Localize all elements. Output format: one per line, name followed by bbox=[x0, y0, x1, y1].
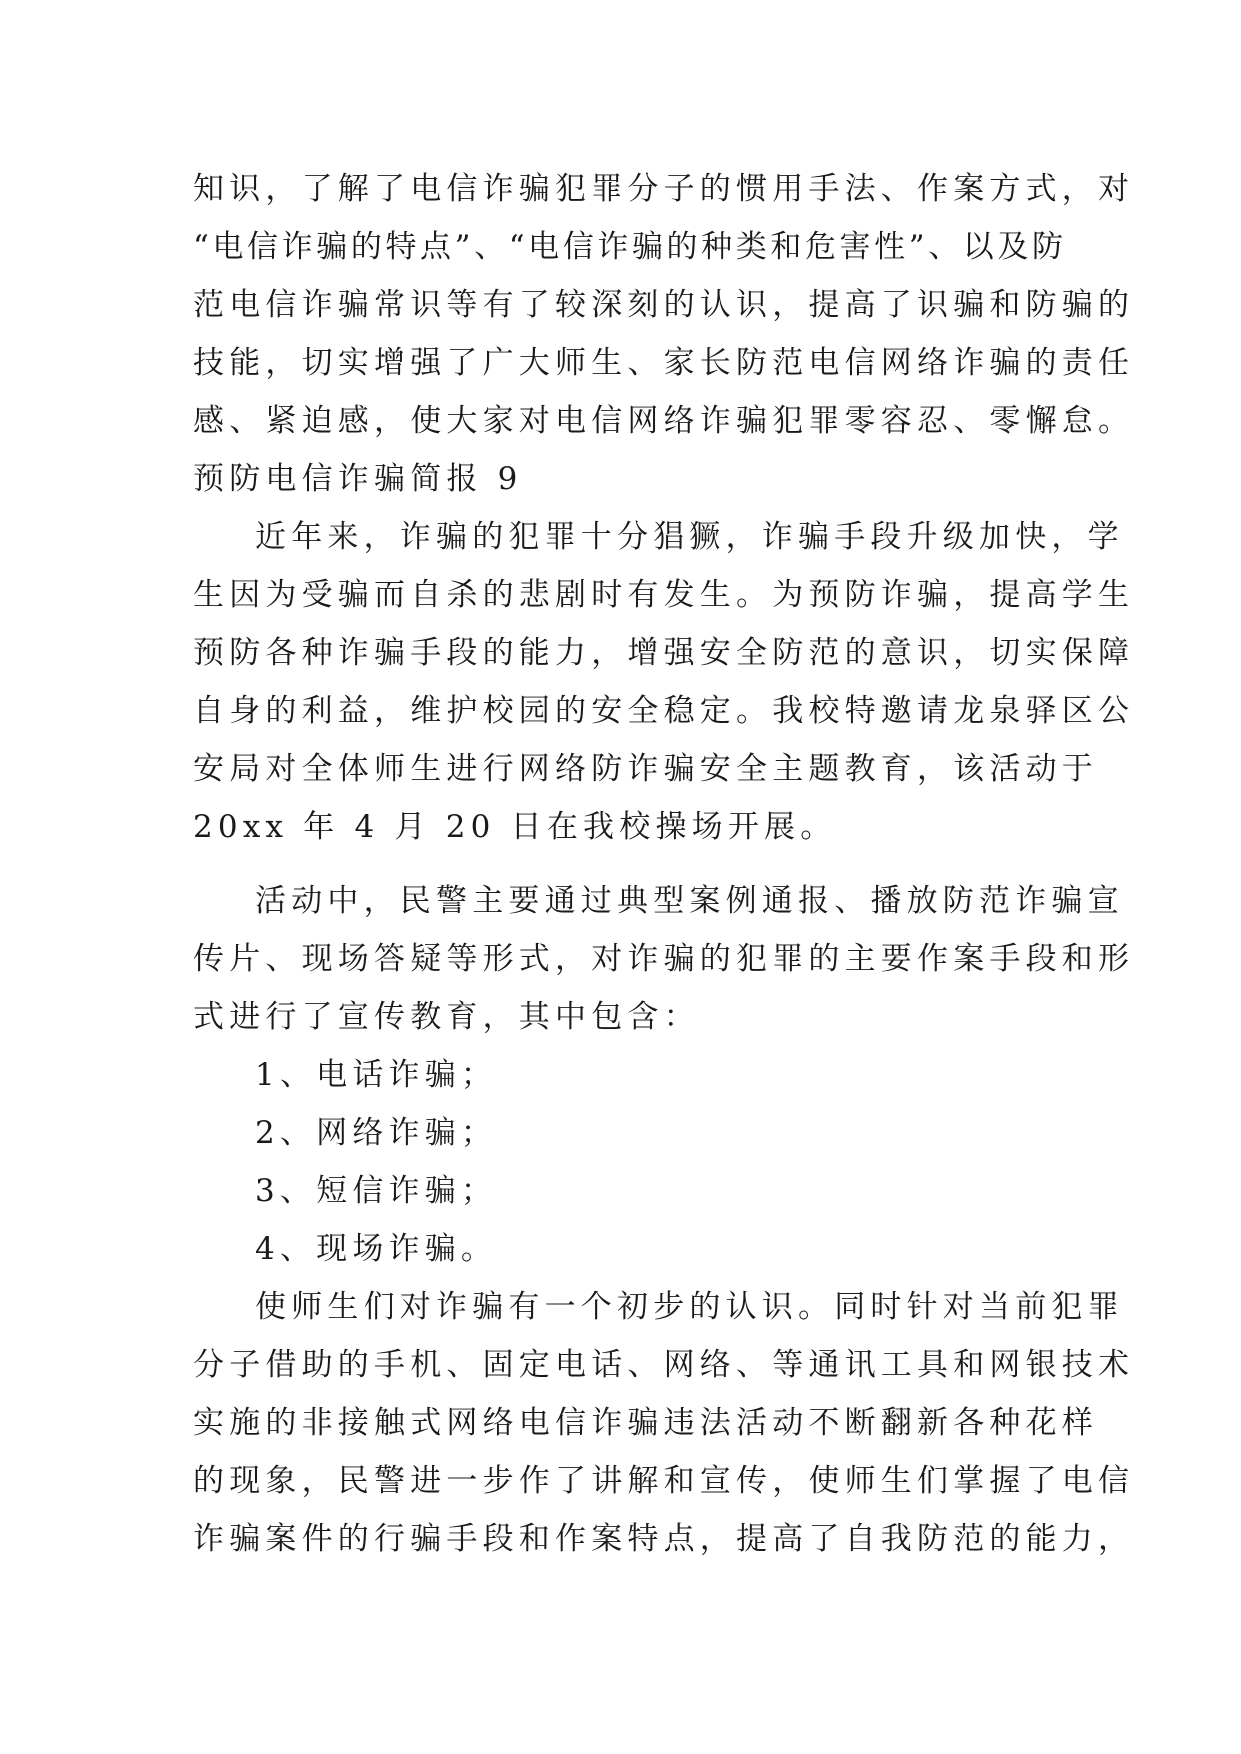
text-line: 预防各种诈骗手段的能力，增强安全防范的意识，切实保障 bbox=[193, 635, 1135, 671]
text-line: 范电信诈骗常识等有了较深刻的认识，提高了识骗和防骗的 bbox=[193, 287, 1135, 323]
text-line: “电信诈骗的特点”、“电信诈骗的种类和危害性”、以及防 bbox=[193, 229, 1067, 265]
list-item: 3、短信诈骗； bbox=[255, 1173, 498, 1209]
text-line: 感、紧迫感，使大家对电信网络诈骗犯罪零容忍、零懈怠。 bbox=[193, 403, 1135, 439]
text-line: 传片、现场答疑等形式，对诈骗的犯罪的主要作案手段和形 bbox=[193, 941, 1135, 977]
text-line: 分子借助的手机、固定电话、网络、等通讯工具和网银技术 bbox=[193, 1347, 1135, 1383]
text-line: 实施的非接触式网络电信诈骗违法活动不断翻新各种花样 bbox=[193, 1405, 1098, 1441]
text-line: 生因为受骗而自杀的悲剧时有发生。为预防诈骗，提高学生 bbox=[193, 577, 1135, 613]
text-line: 技能，切实增强了广大师生、家长防范电信网络诈骗的责任 bbox=[193, 345, 1135, 381]
text-line: 活动中，民警主要通过典型案例通报、播放防范诈骗宣 bbox=[255, 883, 1124, 919]
text-line: 知识，了解了电信诈骗犯罪分子的惯用手法、作案方式，对 bbox=[193, 171, 1135, 207]
text-line: 近年来，诈骗的犯罪十分猖獗，诈骗手段升级加快，学 bbox=[255, 519, 1124, 555]
text-line: 式进行了宣传教育，其中包含： bbox=[193, 999, 700, 1035]
text-line: 的现象，民警进一步作了讲解和宣传，使师生们掌握了电信 bbox=[193, 1463, 1135, 1499]
list-item: 2、网络诈骗； bbox=[255, 1115, 498, 1151]
text-line: 诈骗案件的行骗手段和作案特点，提高了自我防范的能力， bbox=[193, 1521, 1135, 1557]
section-title: 预防电信诈骗简报 9 bbox=[193, 461, 523, 497]
list-item: 1、电话诈骗； bbox=[255, 1057, 498, 1093]
text-line: 使师生们对诈骗有一个初步的认识。同时针对当前犯罪 bbox=[255, 1289, 1124, 1325]
list-item: 4、现场诈骗。 bbox=[255, 1231, 498, 1267]
text-line: 自身的利益，维护校园的安全稳定。我校特邀请龙泉驿区公 bbox=[193, 693, 1135, 729]
text-line: 20xx 年 4 月 20 日在我校操场开展。 bbox=[193, 809, 837, 845]
text-line: 安局对全体师生进行网络防诈骗安全主题教育，该活动于 bbox=[193, 751, 1098, 787]
